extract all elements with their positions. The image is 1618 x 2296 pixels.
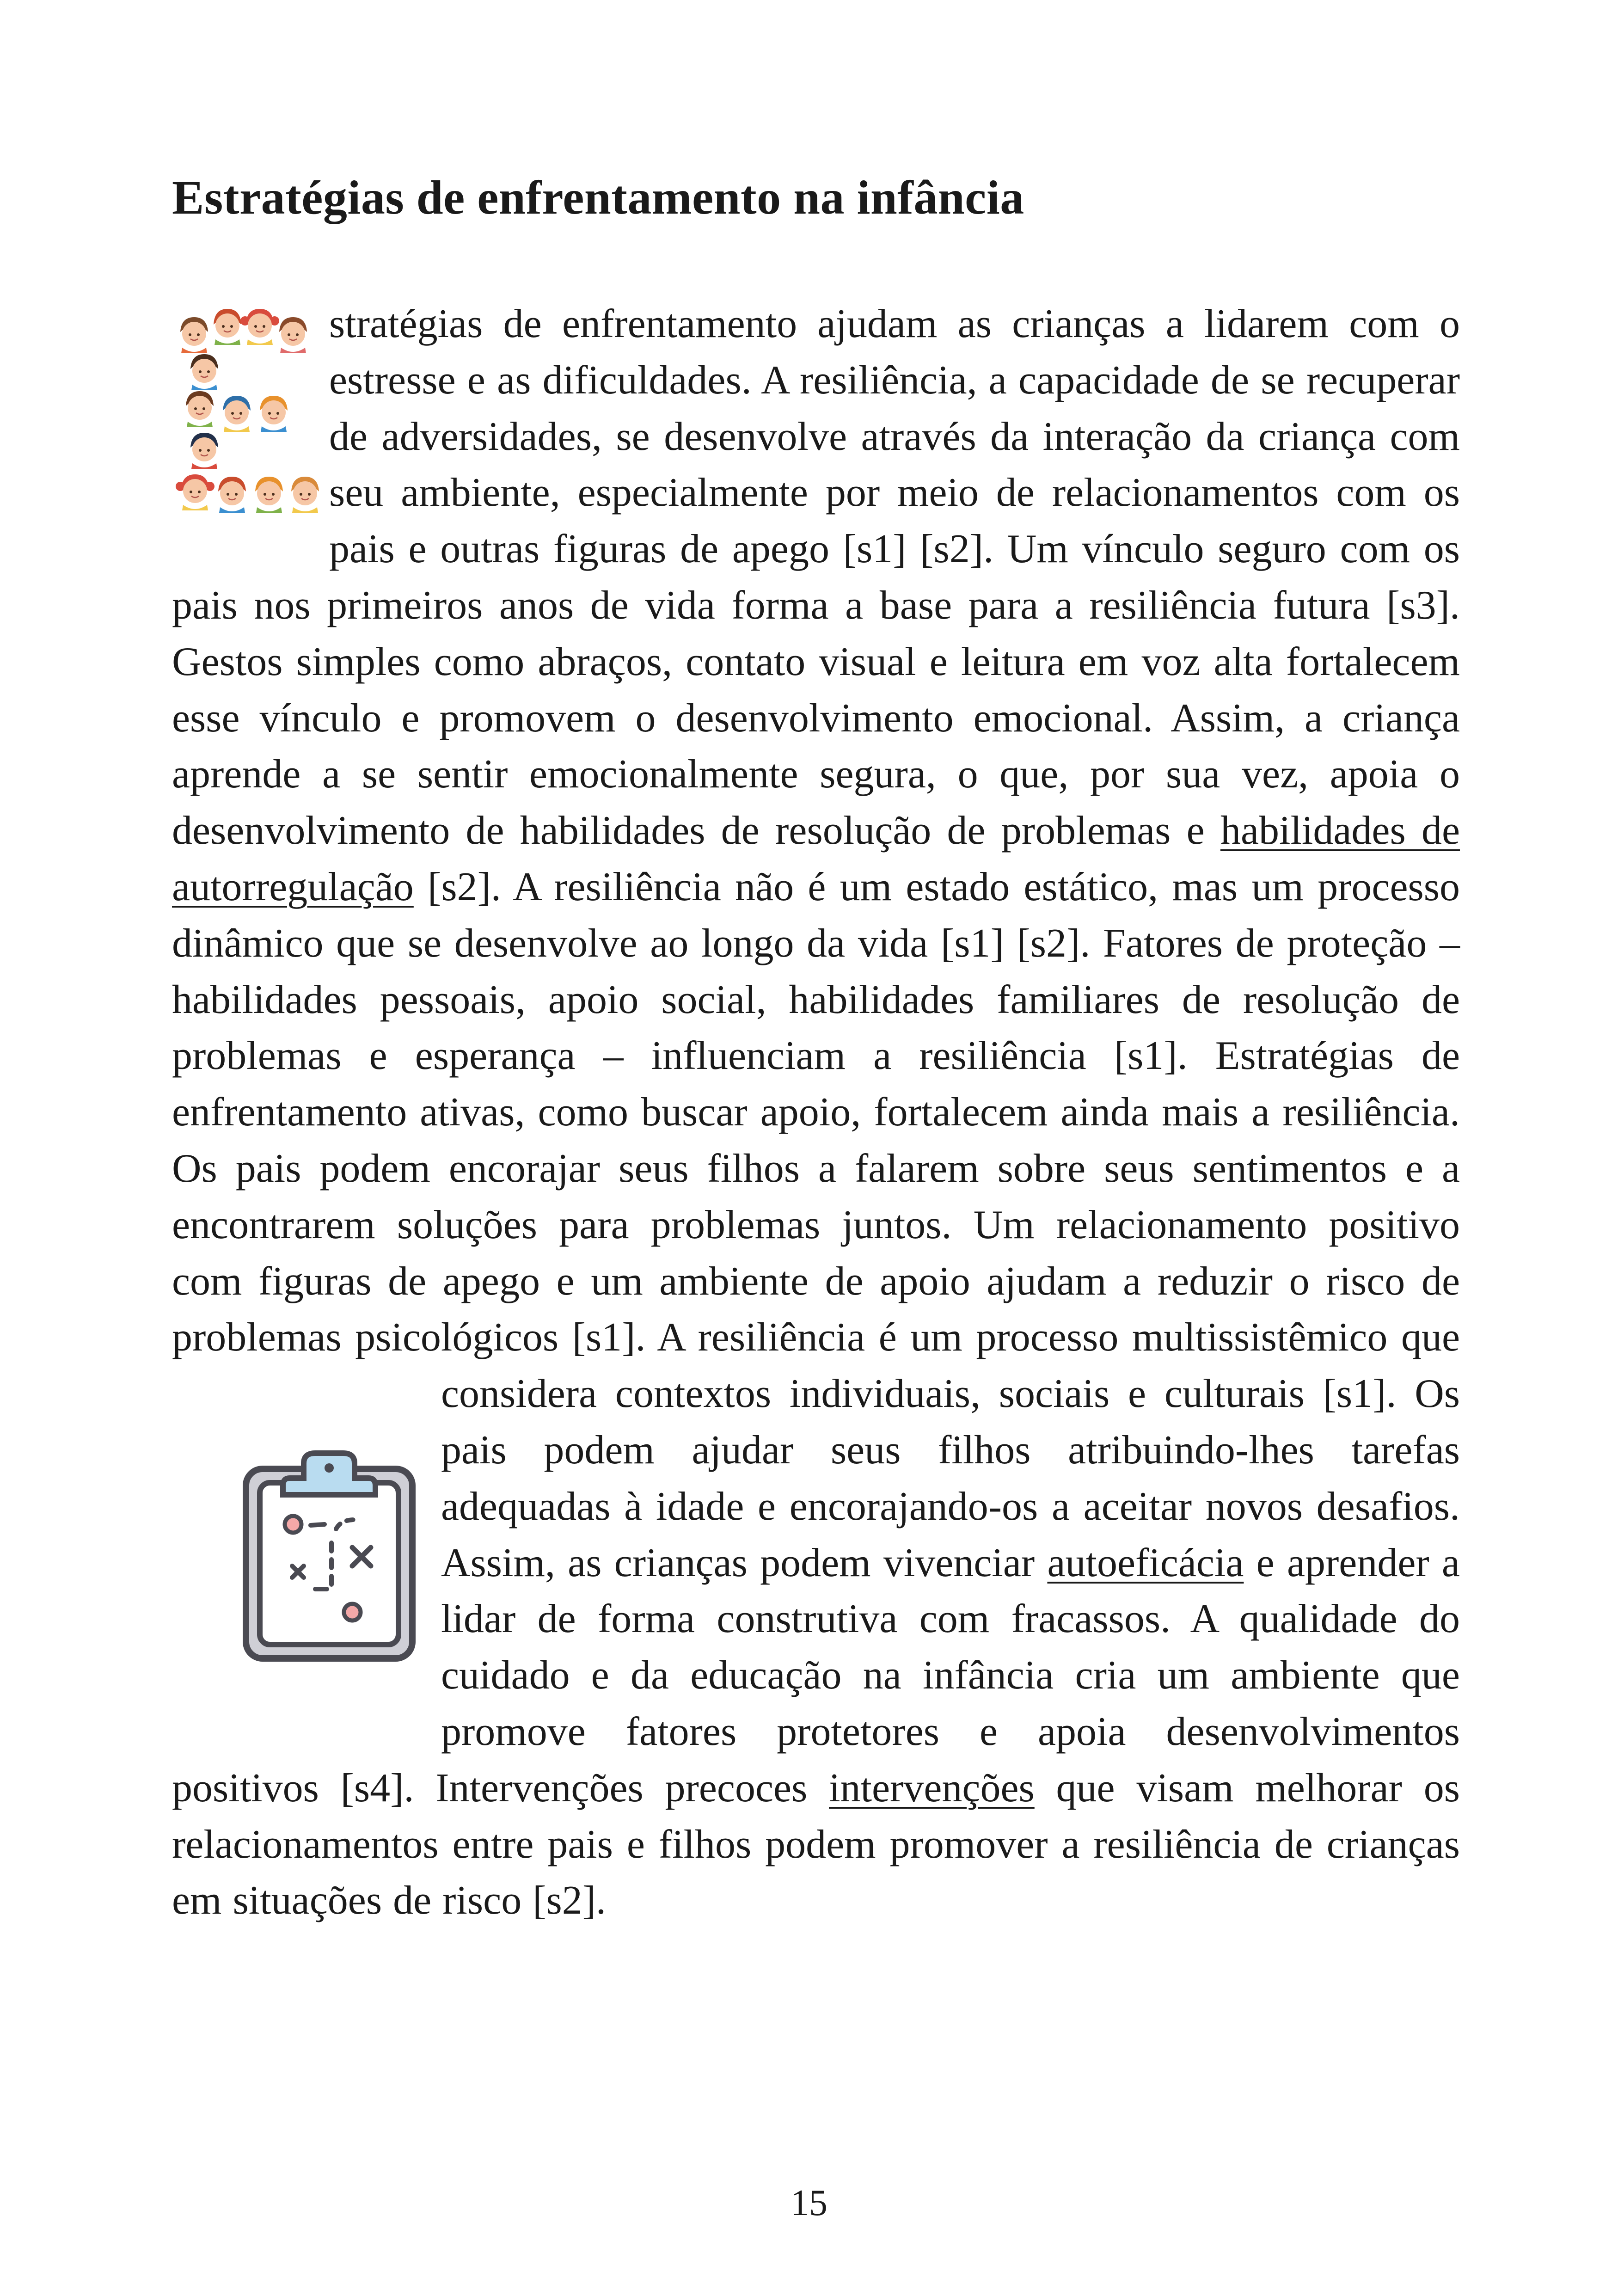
page-title: Estratégias de enfrentamento na infância: [172, 171, 1024, 224]
term-link[interactable]: intervenções: [829, 1765, 1035, 1811]
body-text-part: e aprender a lidar de forma construtiva com fracassos. A qualidade do cuidado e da educação na infância cria um ambiente que promove fatores protetores e apoia desenvolvimentos positivos [s4]. Intervenções precoces: [172, 1540, 1460, 1811]
term-link[interactable]: habilidades de autorregulação: [172, 808, 1460, 909]
body-text-part: stratégias de enfrentamento ajudam as crianças a lidarem com o estresse e as dificuldades. A resiliência, a capacidade de se recuperar de adversidades, se desenvolve através da interação da criança com seu ambiente, especialmente por meio de relacionamentos com os pais e outras figuras de apego [s1] [s2]. Um vínculo seguro com os pais nos primeiros anos de vida forma a base para a resiliência futura [s3]. Gestos simples como abraços, contato visual e leitura em voz alta fortalecem esse vínculo e promovem o desenvolvimento emocional. Assim, a criança aprende a se sentir emocionalmente segura, o que, por sua vez, apoia o desenvolvimento de habilidades de resolução de problemas e: [172, 301, 1460, 853]
body-text-part: que visam melhorar os relacionamentos entre pais e filhos podem promover a resiliência de crianças em situações de risco [s2].: [172, 1765, 1460, 1923]
body-text-part: [s2]. A resiliência não é um estado estático, mas um processo dinâmico que se desenvolve ao longo da vida [s1] [s2]. Fatores de proteção – habilidades pessoais, apoio social, habilidades familiares de resolução de problemas e esperança – influenciam a resiliência [s1]. Estratégias de enfrentamento ativas, como buscar apoio, fortalecem ainda mais a resiliência. Os pais podem encorajar seus filhos a falarem sobre seus sentimentos e a encontrarem soluções para problemas juntos. Um relacionamento positivo com figuras de apego e um ambiente de apoio ajudam a reduzir o risco de problemas psicológicos [s1]. A resiliência é um processo multissistêmico que considera contextos individuais, sociais e culturais [s1]. Os pais podem ajudar seus filhos atribuindo-lhes tarefas adequadas à idade e encorajando-os a aceitar novos desafios. Assim, as crianças podem vivenciar: [172, 864, 1460, 1585]
body-paragraph: [172, 296, 1460, 1929]
term-link[interactable]: autoeficácia: [1047, 1540, 1244, 1585]
children-faces-letter-e-icon: [172, 304, 329, 524]
clipboard-strategy-plan-icon: [172, 1422, 441, 1707]
page-number: 15: [791, 2183, 827, 2223]
